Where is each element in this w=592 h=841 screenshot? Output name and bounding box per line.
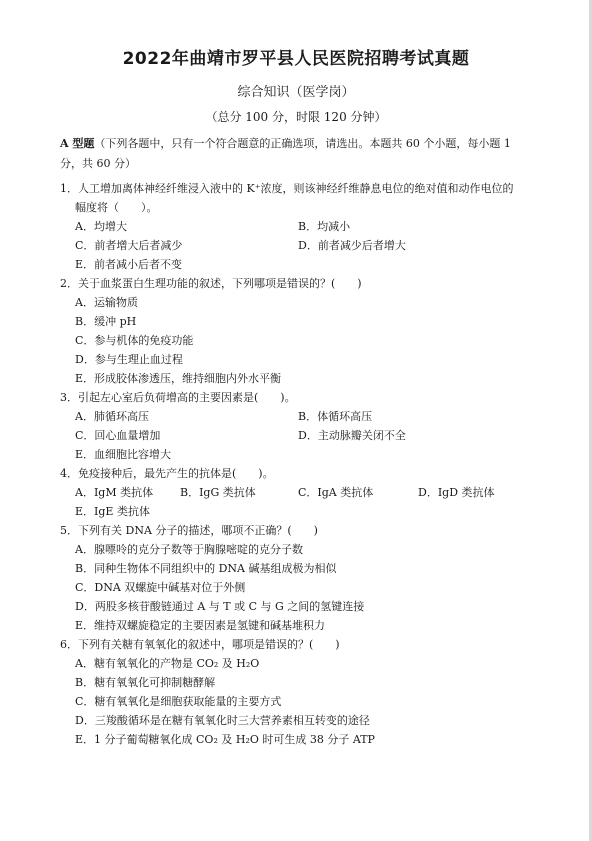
q1-option-a: A．均增大 bbox=[75, 220, 127, 233]
section-instruction-line-1: （下列各题中，只有一个符合题意的正确选项，请选出。本题共 60 个小题，每小题 1 bbox=[94, 137, 511, 150]
q3-option-e: E．血细胞比容增大 bbox=[75, 448, 172, 461]
q3-option-d: D．主动脉瓣关闭不全 bbox=[298, 429, 406, 442]
question-5-stem: 5．下列有关 DNA 分子的描述，哪项不正确？( ) bbox=[60, 524, 318, 537]
q3-option-a: A．肺循环高压 bbox=[75, 410, 149, 423]
question-1-stem-cont: 幅度将（ ）。 bbox=[75, 201, 158, 214]
q6-option-b: B．糖有氧氧化可抑制糖酵解 bbox=[75, 676, 216, 689]
q6-option-d: D．三羧酸循环是在糖有氧氧化时三大营养素相互转变的途径 bbox=[75, 714, 370, 727]
page-title: 2022年曲靖市罗平县人民医院招聘考试真题 bbox=[122, 49, 470, 69]
q5-option-c: C．DNA 双螺旋中碱基对位于外侧 bbox=[75, 581, 246, 594]
q2-option-d: D．参与生理止血过程 bbox=[75, 353, 183, 366]
q6-option-c: C．糖有氧氧化是细胞获取能量的主要方式 bbox=[75, 695, 282, 708]
q6-option-e: E．1 分子葡萄糖氧化成 CO₂ 及 H₂O 时可生成 38 分子 ATP bbox=[75, 733, 375, 746]
question-6-stem: 6．下列有关糖有氧氧化的叙述中，哪项是错误的？( ) bbox=[60, 638, 340, 651]
q5-option-d: D．两股多核苷酸链通过 A 与 T 或 C 与 G 之间的氢键连接 bbox=[75, 600, 365, 613]
q6-option-a: A．糖有氧氧化的产物是 CO₂ 及 H₂O bbox=[75, 657, 260, 670]
question-3-stem: 3．引起左心室后负荷增高的主要因素是( )。 bbox=[60, 391, 296, 404]
q5-option-b: B．同种生物体不同组织中的 DNA 碱基组成极为相似 bbox=[75, 562, 337, 575]
q4-option-c: C．IgA 类抗体 bbox=[298, 486, 374, 499]
q4-option-d: D．IgD 类抗体 bbox=[418, 486, 495, 499]
section-instruction bbox=[60, 134, 540, 174]
q5-option-e: E．维持双螺旋稳定的主要因素是氢键和碱基堆积力 bbox=[75, 619, 326, 632]
q1-option-c: C．前者增大后者减少 bbox=[75, 239, 183, 252]
q5-option-a: A．腺嘌呤的克分子数等于胸腺嘧啶的克分子数 bbox=[75, 543, 303, 556]
q4-option-e: E．IgE 类抗体 bbox=[75, 505, 150, 518]
q4-option-a: A．IgM 类抗体 bbox=[75, 486, 154, 499]
q4-option-b: B．IgG 类抗体 bbox=[180, 486, 256, 499]
section-instruction-line-2: 分，共 60 分） bbox=[60, 157, 136, 170]
question-2-stem: 2．关于血浆蛋白生理功能的叙述，下列哪项是错误的？( ) bbox=[60, 277, 362, 290]
q1-option-e: E．前者减小后者不变 bbox=[75, 258, 183, 271]
page-subtitle: 综合知识（医学岗） bbox=[237, 85, 355, 100]
exam-meta: （总分 100 分，时限 120 分钟） bbox=[205, 110, 387, 124]
q3-option-b: B．体循环高压 bbox=[298, 410, 373, 423]
q1-option-b: B．均减小 bbox=[298, 220, 351, 233]
q1-option-d: D．前者减少后者增大 bbox=[298, 239, 406, 252]
q2-option-a: A．运输物质 bbox=[75, 296, 138, 309]
question-4-stem: 4．免疫接种后，最先产生的抗体是( )。 bbox=[60, 467, 274, 480]
q2-option-e: E．形成胶体渗透压，维持细胞内外水平衡 bbox=[75, 372, 282, 385]
section-label: A 型题 bbox=[60, 137, 95, 150]
q3-option-c: C．回心血量增加 bbox=[75, 429, 161, 442]
question-1-stem: 1．人工增加离体神经纤维浸入液中的 K⁺浓度，则该神经纤维静息电位的绝对值和动作电位的 bbox=[60, 182, 514, 195]
q2-option-b: B．缓冲 pH bbox=[75, 315, 137, 328]
q2-option-c: C．参与机体的免疫功能 bbox=[75, 334, 194, 347]
